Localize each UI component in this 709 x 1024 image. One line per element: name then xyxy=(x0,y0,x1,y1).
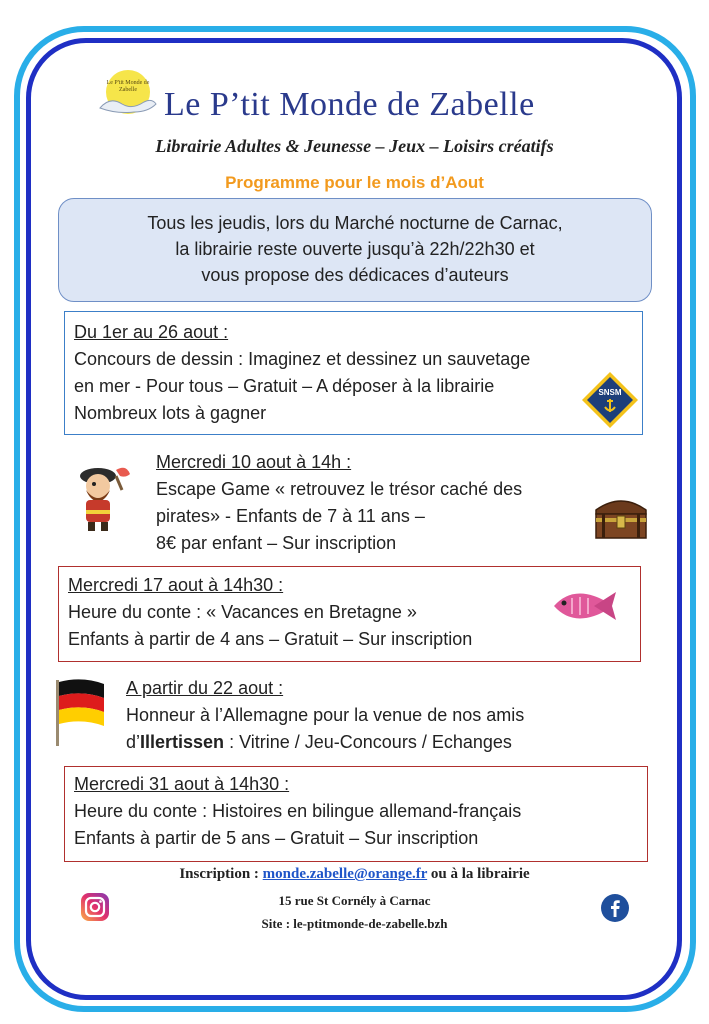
inscription-line xyxy=(0,866,709,883)
event-line: Concours de dessin : Imaginez et dessinez un sauvetage xyxy=(74,349,531,369)
text-prefix: d’ xyxy=(126,732,141,752)
event-line-illertissen xyxy=(126,729,524,756)
banner-line-1: Tous les jeudis, lors du Marché nocturne de Carnac, xyxy=(147,213,563,233)
treasure-chest-icon xyxy=(592,492,650,542)
logo xyxy=(100,70,158,120)
event-title: A partir du 22 aout : xyxy=(126,678,284,698)
event-line: Nombreux lots à gagner xyxy=(74,403,267,423)
event-title: Mercredi 31 aout à 14h30 : xyxy=(74,774,290,794)
event-title: Mercredi 10 aout à 14h : xyxy=(156,452,352,472)
event-line: pirates» - Enfants de 7 à 11 ans – xyxy=(156,506,425,526)
event-line: Escape Game « retrouvez le trésor caché des xyxy=(156,479,523,499)
event-line: Honneur à l’Allemagne pour la venue de nos amis xyxy=(126,705,525,725)
german-flag-icon xyxy=(54,678,106,748)
logo-dog-icon xyxy=(98,94,158,114)
brand-name: Le P’tit Monde de Zabelle xyxy=(164,86,535,123)
pirate-icon xyxy=(76,460,134,532)
email-link[interactable]: monde.zabelle@orange.fr xyxy=(262,866,428,882)
night-market-banner xyxy=(58,198,652,302)
inscription-suffix: ou à la librairie xyxy=(427,866,530,882)
event-drawing-contest xyxy=(64,311,643,435)
snsm-badge-icon xyxy=(580,370,640,430)
banner-line-3: vous propose des dédicaces d’auteurs xyxy=(201,265,509,285)
event-line: Heure du conte : « Vacances en Bretagne » xyxy=(68,602,417,622)
event-line: Heure du conte : Histoires en bilingue allemand-français xyxy=(74,801,522,821)
event-story-time-bilingual xyxy=(64,766,648,862)
event-line: en mer - Pour tous – Gratuit – A déposer à la librairie xyxy=(74,376,495,396)
tagline: Librairie Adultes & Jeunesse – Jeux – Loisirs créatifs xyxy=(155,136,554,156)
event-escape-game xyxy=(156,449,522,557)
address: 15 rue St Cornély à Carnac xyxy=(278,893,431,908)
instagram-icon[interactable] xyxy=(80,892,110,922)
event-title: Mercredi 17 aout à 14h30 : xyxy=(68,575,284,595)
event-line: Enfants à partir de 5 ans – Gratuit – Sur inscription xyxy=(74,828,479,848)
event-line: Enfants à partir de 4 ans – Gratuit – Sur inscription xyxy=(68,629,473,649)
facebook-icon[interactable] xyxy=(600,893,630,923)
inscription-label: Inscription : xyxy=(179,866,263,882)
program-title: Programme pour le mois d’Aout xyxy=(225,173,484,192)
website: Site : le-ptitmonde-de-zabelle.bzh xyxy=(261,916,448,931)
logo-text: Le P'tit Monde de Zabelle xyxy=(106,80,150,93)
event-line: 8€ par enfant – Sur inscription xyxy=(156,533,397,553)
snsm-badge-label: SNSM xyxy=(598,388,622,397)
banner-line-2: la librairie reste ouverte jusqu’à 22h/22h30 et xyxy=(175,239,535,259)
town-name: Illertissen xyxy=(140,732,225,752)
text-rest: : Vitrine / Jeu-Concours / Echanges xyxy=(224,732,512,752)
event-title: Du 1er au 26 aout : xyxy=(74,322,229,342)
fish-icon xyxy=(550,586,618,626)
event-germany xyxy=(126,675,524,756)
